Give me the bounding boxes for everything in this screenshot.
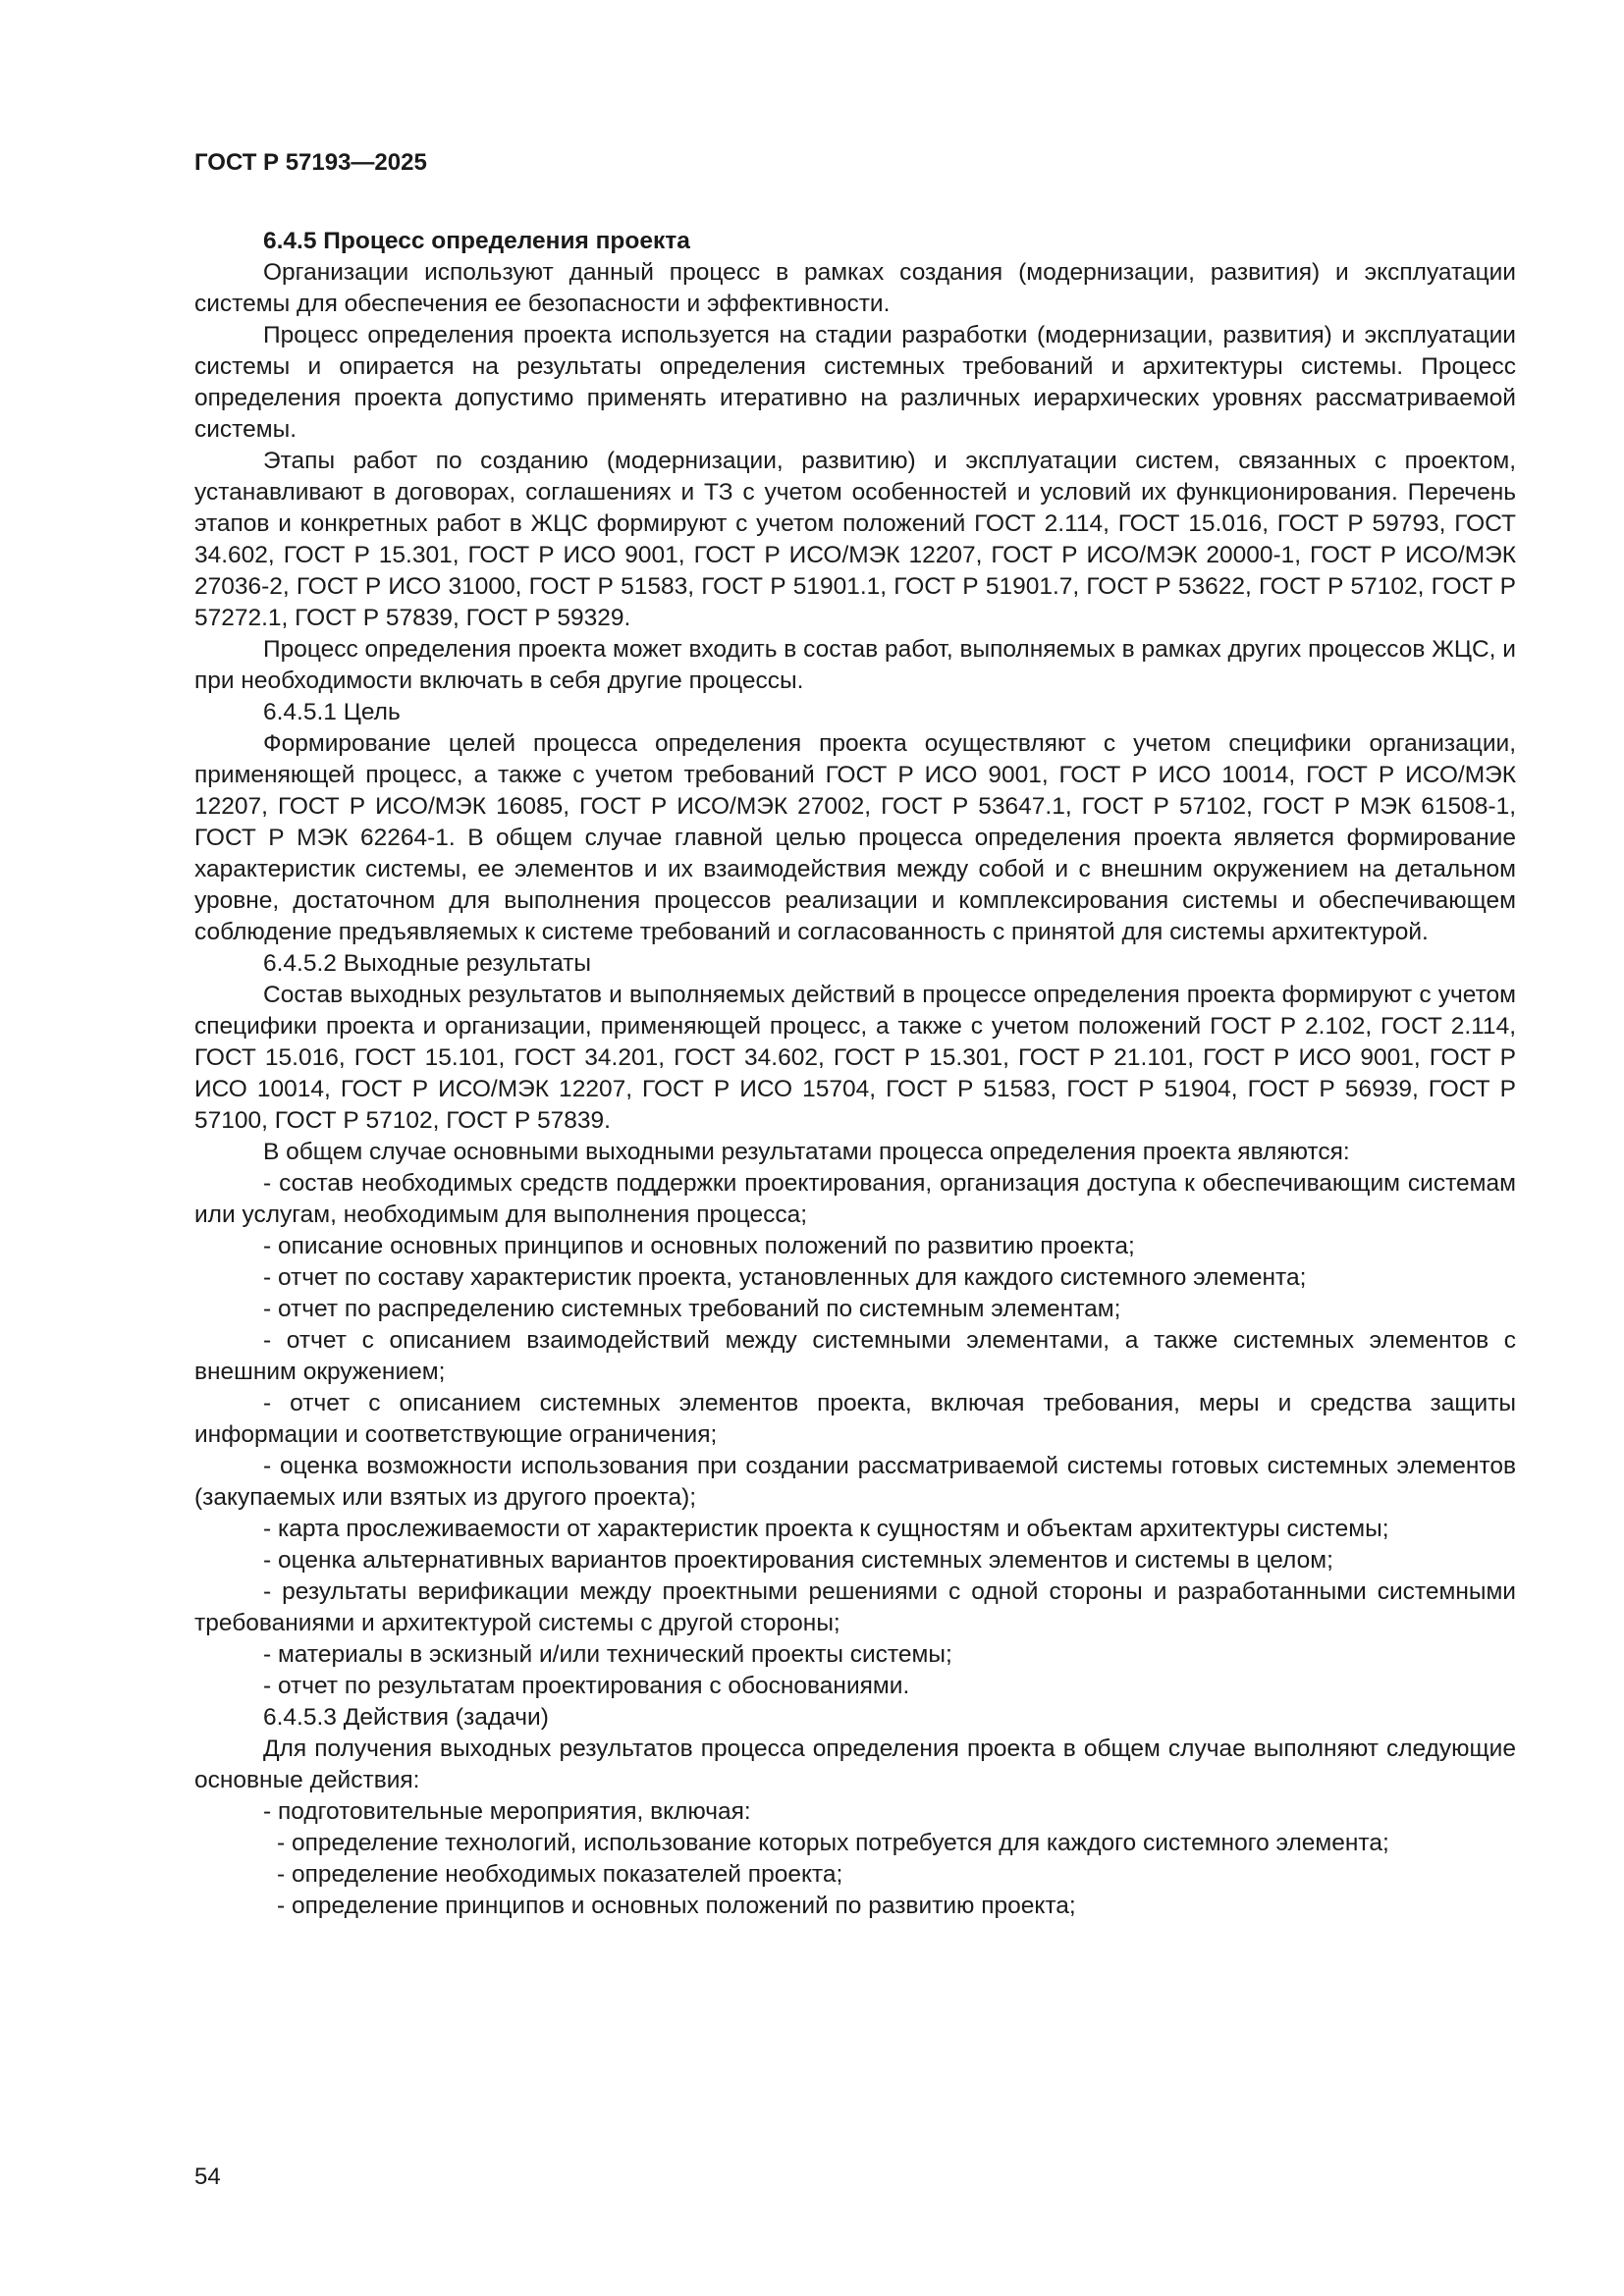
page-number: 54	[194, 2163, 221, 2190]
list-item: - карта прослеживаемости от характеристик проекта к сущностям и объектам архитектуры системы;	[263, 1516, 1389, 1542]
list-item: - отчет по составу характеристик проекта, установленных для каждого системного элемента;	[263, 1264, 1307, 1291]
intro-paragraph-2: Процесс определения проекта используется на стадии разработки (модернизации, развития) и эксплуатации системы и опирается на результаты определения системных требований и архитектуры системы. Процесс определения проекта допустимо применять итеративно на различных иерархических уровнях рассматриваемой системы.	[194, 322, 1516, 443]
list-item: - результаты верификации между проектными решениями с одной стороны и разработанными системными требованиями и архитектурой системы с другой стороны;	[194, 1578, 1516, 1636]
list-item: - оценка альтернативных вариантов проектирования системных элементов и системы в целом;	[263, 1547, 1333, 1574]
outputs-paragraph: Состав выходных результатов и выполняемых действий в процессе определения проекта формируют с учетом специфики проекта и организации, применяющей процесс, а также с учетом положений ГОСТ Р 2.102, ГОСТ 2.114, ГОСТ 15.016, ГОСТ 15.101, ГОСТ 34.201, ГОСТ 34.602, ГОСТ Р 15.301, ГОСТ Р 21.101, ГОСТ Р ИСО 9001, ГОСТ Р ИСО 10014, ГОСТ Р ИСО/МЭК 12207, ГОСТ Р ИСО 15704, ГОСТ Р 51583, ГОСТ Р 51904, ГОСТ Р 56939, ГОСТ Р 57100, ГОСТ Р 57102, ГОСТ Р 57839.	[194, 982, 1516, 1134]
goal-heading: 6.4.5.1 Цель	[263, 699, 401, 725]
section-title: 6.4.5 Процесс определения проекта	[263, 228, 690, 254]
list-item: - оценка возможности использования при создании рассматриваемой системы готовых системных элементов (закупаемых или взятых из другого проекта);	[194, 1453, 1516, 1511]
document-page	[194, 147, 1516, 1922]
list-item: - описание основных принципов и основных положений по развитию проекта;	[263, 1233, 1135, 1259]
goal-paragraph: Формирование целей процесса определения проекта осуществляют с учетом специфики организации, применяющей процесс, а также с учетом требований ГОСТ Р ИСО 9001, ГОСТ Р ИСО 10014, ГОСТ Р ИСО/МЭК 12207, ГОСТ Р ИСО/МЭК 16085, ГОСТ Р ИСО/МЭК 27002, ГОСТ Р 53647.1, ГОСТ Р 57102, ГОСТ Р МЭК 61508-1, ГОСТ Р МЭК 62264-1. В общем случае главной целью процесса определения проекта является формирование характеристик системы, ее элементов и их взаимодействия между собой и с внешним окружением на детальном уровне, достаточном для выполнения процессов реализации и комплексирования системы и обеспечивающем соблюдение предъявляемых к системе требований и согласованность с принятой для системы архитектурой.	[194, 730, 1516, 945]
list-item: - материалы в эскизный и/или технический проекты системы;	[263, 1641, 952, 1668]
intro-paragraph-1: Организации используют данный процесс в рамках создания (модернизации, развития) и эксплуатации системы для обеспечения ее безопасности и эффективности.	[194, 259, 1516, 317]
outputs-lead: В общем случае основными выходными результатами процесса определения проекта являются:	[263, 1139, 1350, 1165]
intro-paragraph-3: Этапы работ по созданию (модернизации, развитию) и эксплуатации систем, связанных с проектом, устанавливают в договорах, соглашениях и ТЗ с учетом особенностей и условий их функционирования. Перечень этапов и конкретных работ в ЖЦС формируют с учетом положений ГОСТ 2.114, ГОСТ 15.016, ГОСТ Р 59793, ГОСТ 34.602, ГОСТ Р 15.301, ГОСТ Р ИСО 9001, ГОСТ Р ИСО/МЭК 12207, ГОСТ Р ИСО/МЭК 20000-1, ГОСТ Р ИСО/МЭК 27036-2, ГОСТ Р ИСО 31000, ГОСТ Р 51583, ГОСТ Р 51901.1, ГОСТ Р 51901.7, ГОСТ Р 53622, ГОСТ Р 57102, ГОСТ Р 57272.1, ГОСТ Р 57839, ГОСТ Р 59329.	[194, 448, 1516, 631]
list-item: - отчет по результатам проектирования с обоснованиями.	[263, 1673, 910, 1699]
sub-list-item: - определение необходимых показателей проекта;	[277, 1861, 843, 1888]
list-item: - состав необходимых средств поддержки проектирования, организация доступа к обеспечивающим системам или услугам, необходимым для выполнения процесса;	[194, 1170, 1516, 1228]
sub-list-item: - определение технологий, использование которых потребуется для каждого системного элемента;	[277, 1830, 1389, 1856]
document-header: ГОСТ Р 57193—2025	[194, 149, 427, 176]
intro-paragraph-4: Процесс определения проекта может входить в состав работ, выполняемых в рамках других процессов ЖЦС, и при необходимости включать в себя другие процессы.	[194, 636, 1516, 694]
actions-heading: 6.4.5.3 Действия (задачи)	[263, 1704, 549, 1731]
list-item: - отчет с описанием взаимодействий между системными элементами, а также системных элементов с внешним окружением;	[194, 1327, 1516, 1385]
list-item: - подготовительные мероприятия, включая:	[263, 1798, 751, 1825]
sub-list-item: - определение принципов и основных положений по развитию проекта;	[277, 1893, 1076, 1919]
outputs-heading: 6.4.5.2 Выходные результаты	[263, 950, 592, 977]
list-item: - отчет с описанием системных элементов проекта, включая требования, меры и средства защиты информации и соответствующие ограничения;	[194, 1390, 1516, 1448]
actions-paragraph: Для получения выходных результатов процесса определения проекта в общем случае выполняют следующие основные действия:	[194, 1735, 1516, 1793]
list-item: - отчет по распределению системных требований по системным элементам;	[263, 1296, 1121, 1322]
